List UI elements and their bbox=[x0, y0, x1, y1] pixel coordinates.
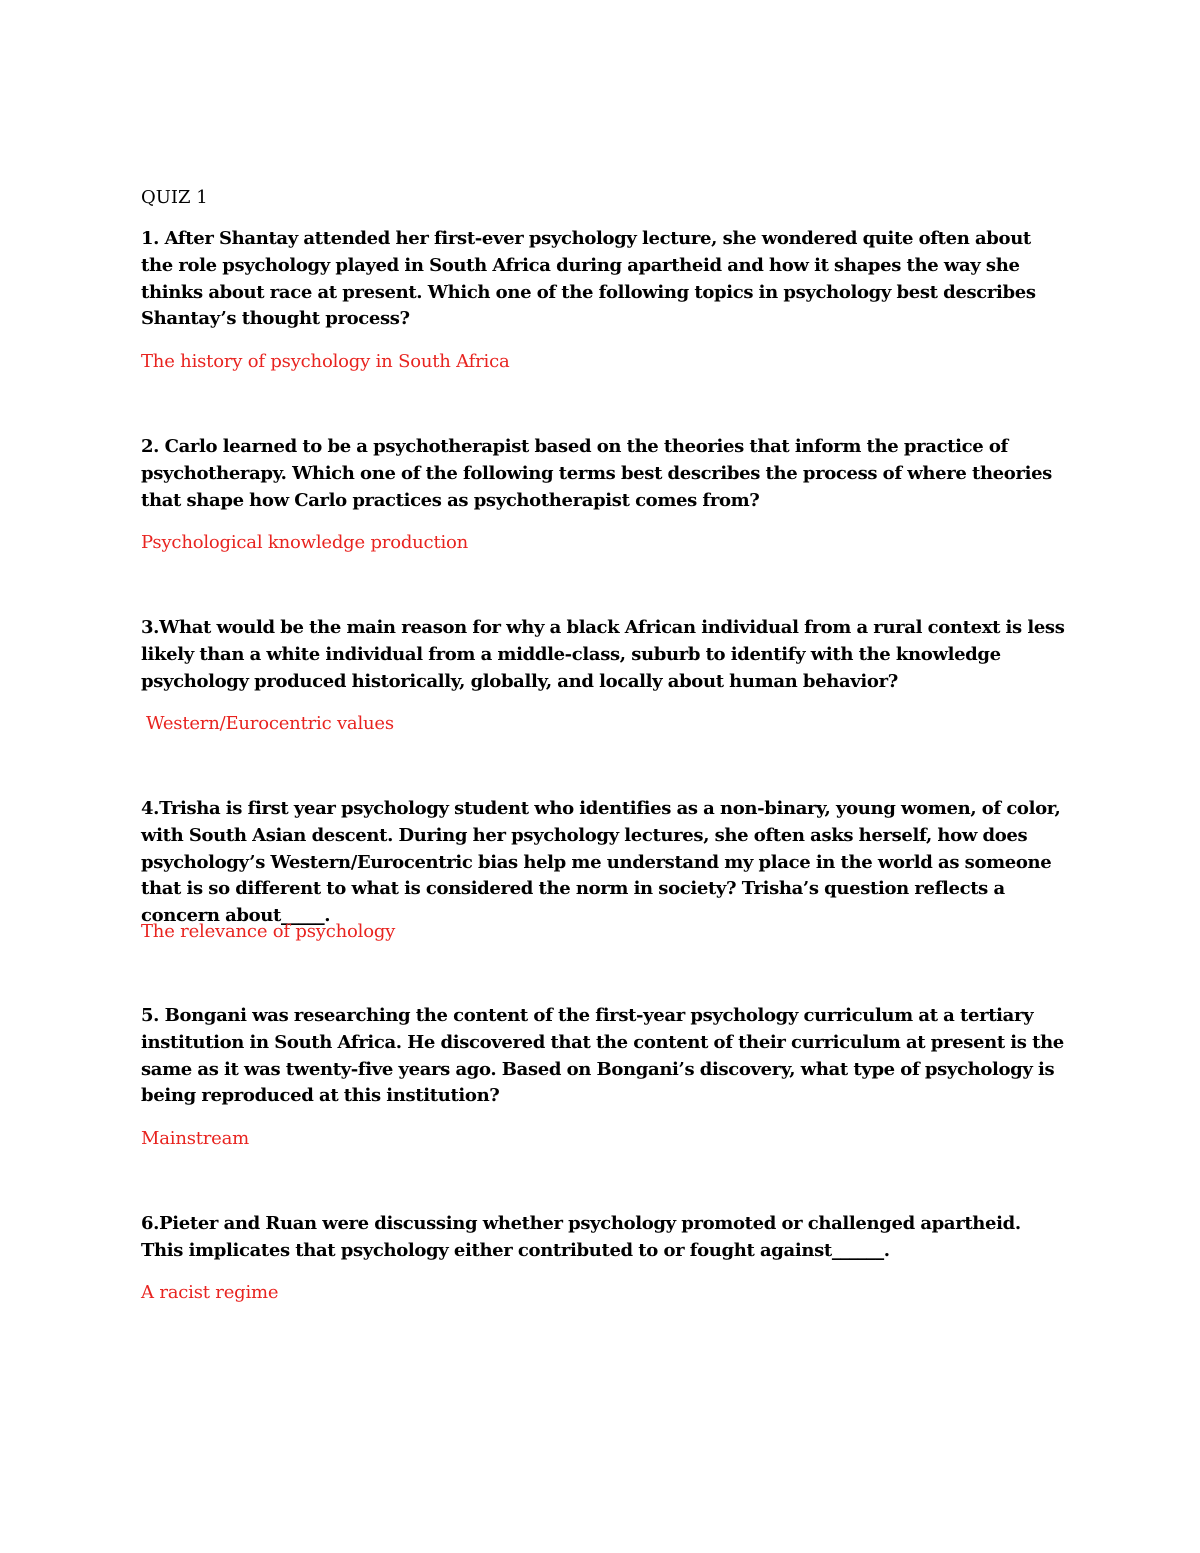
quiz-title: QUIZ 1 bbox=[141, 187, 208, 208]
answer-6: A racist regime bbox=[141, 1282, 279, 1303]
answer-3: Western/Eurocentric values bbox=[146, 713, 394, 734]
question-3: 3.What would be the main reason for why a black African individual from a rural context is less likely than a white individual from a middle-class, suburb to identify with the knowledge psychology produced historically, globally, and locally about human behavior? bbox=[141, 617, 1065, 692]
question-5: 5. Bongani was researching the content of the first-year psychology curriculum at a tertiary institution in South Africa. He discovered that the content of their curriculum at present is the same as it was twenty-five years ago. Based on Bongani’s discovery, what type of psychology is being reproduced at this institution? bbox=[141, 1005, 1064, 1107]
answer-5: Mainstream bbox=[141, 1128, 250, 1149]
answer-2: Psychological knowledge production bbox=[141, 532, 469, 553]
answer-1: The history of psychology in South Africa bbox=[141, 351, 510, 372]
question-1: 1. After Shantay attended her first-ever psychology lecture, she wondered quite often about the role psychology played in South Africa during apartheid and how it shapes the way she thinks about race at present. Which one of the following topics in psychology best describes Shantay’s thought process? bbox=[141, 228, 1036, 330]
question-6: 6.Pieter and Ruan were discussing whether psychology promoted or challenged apartheid. This implicates that psychology either contributed to or fought against______. bbox=[141, 1213, 1021, 1261]
answer-4: The relevance of psychology bbox=[141, 921, 396, 942]
question-2: 2. Carlo learned to be a psychotherapist based on the theories that inform the practice of psychotherapy. Which one of the following terms best describes the process of where theories that shape how Carlo practices as psychotherapist comes from? bbox=[141, 436, 1052, 511]
question-4: 4.Trisha is first year psychology student who identifies as a non-binary, young women, of color, with South Asian descent. During her psychology lectures, she often asks herself, how does psychology’s Western/Eurocentric bias help me understand my place in the world as someone that is so different to what is considered the norm in society? Trisha’s question reflects a concern about_____. bbox=[141, 798, 1061, 927]
